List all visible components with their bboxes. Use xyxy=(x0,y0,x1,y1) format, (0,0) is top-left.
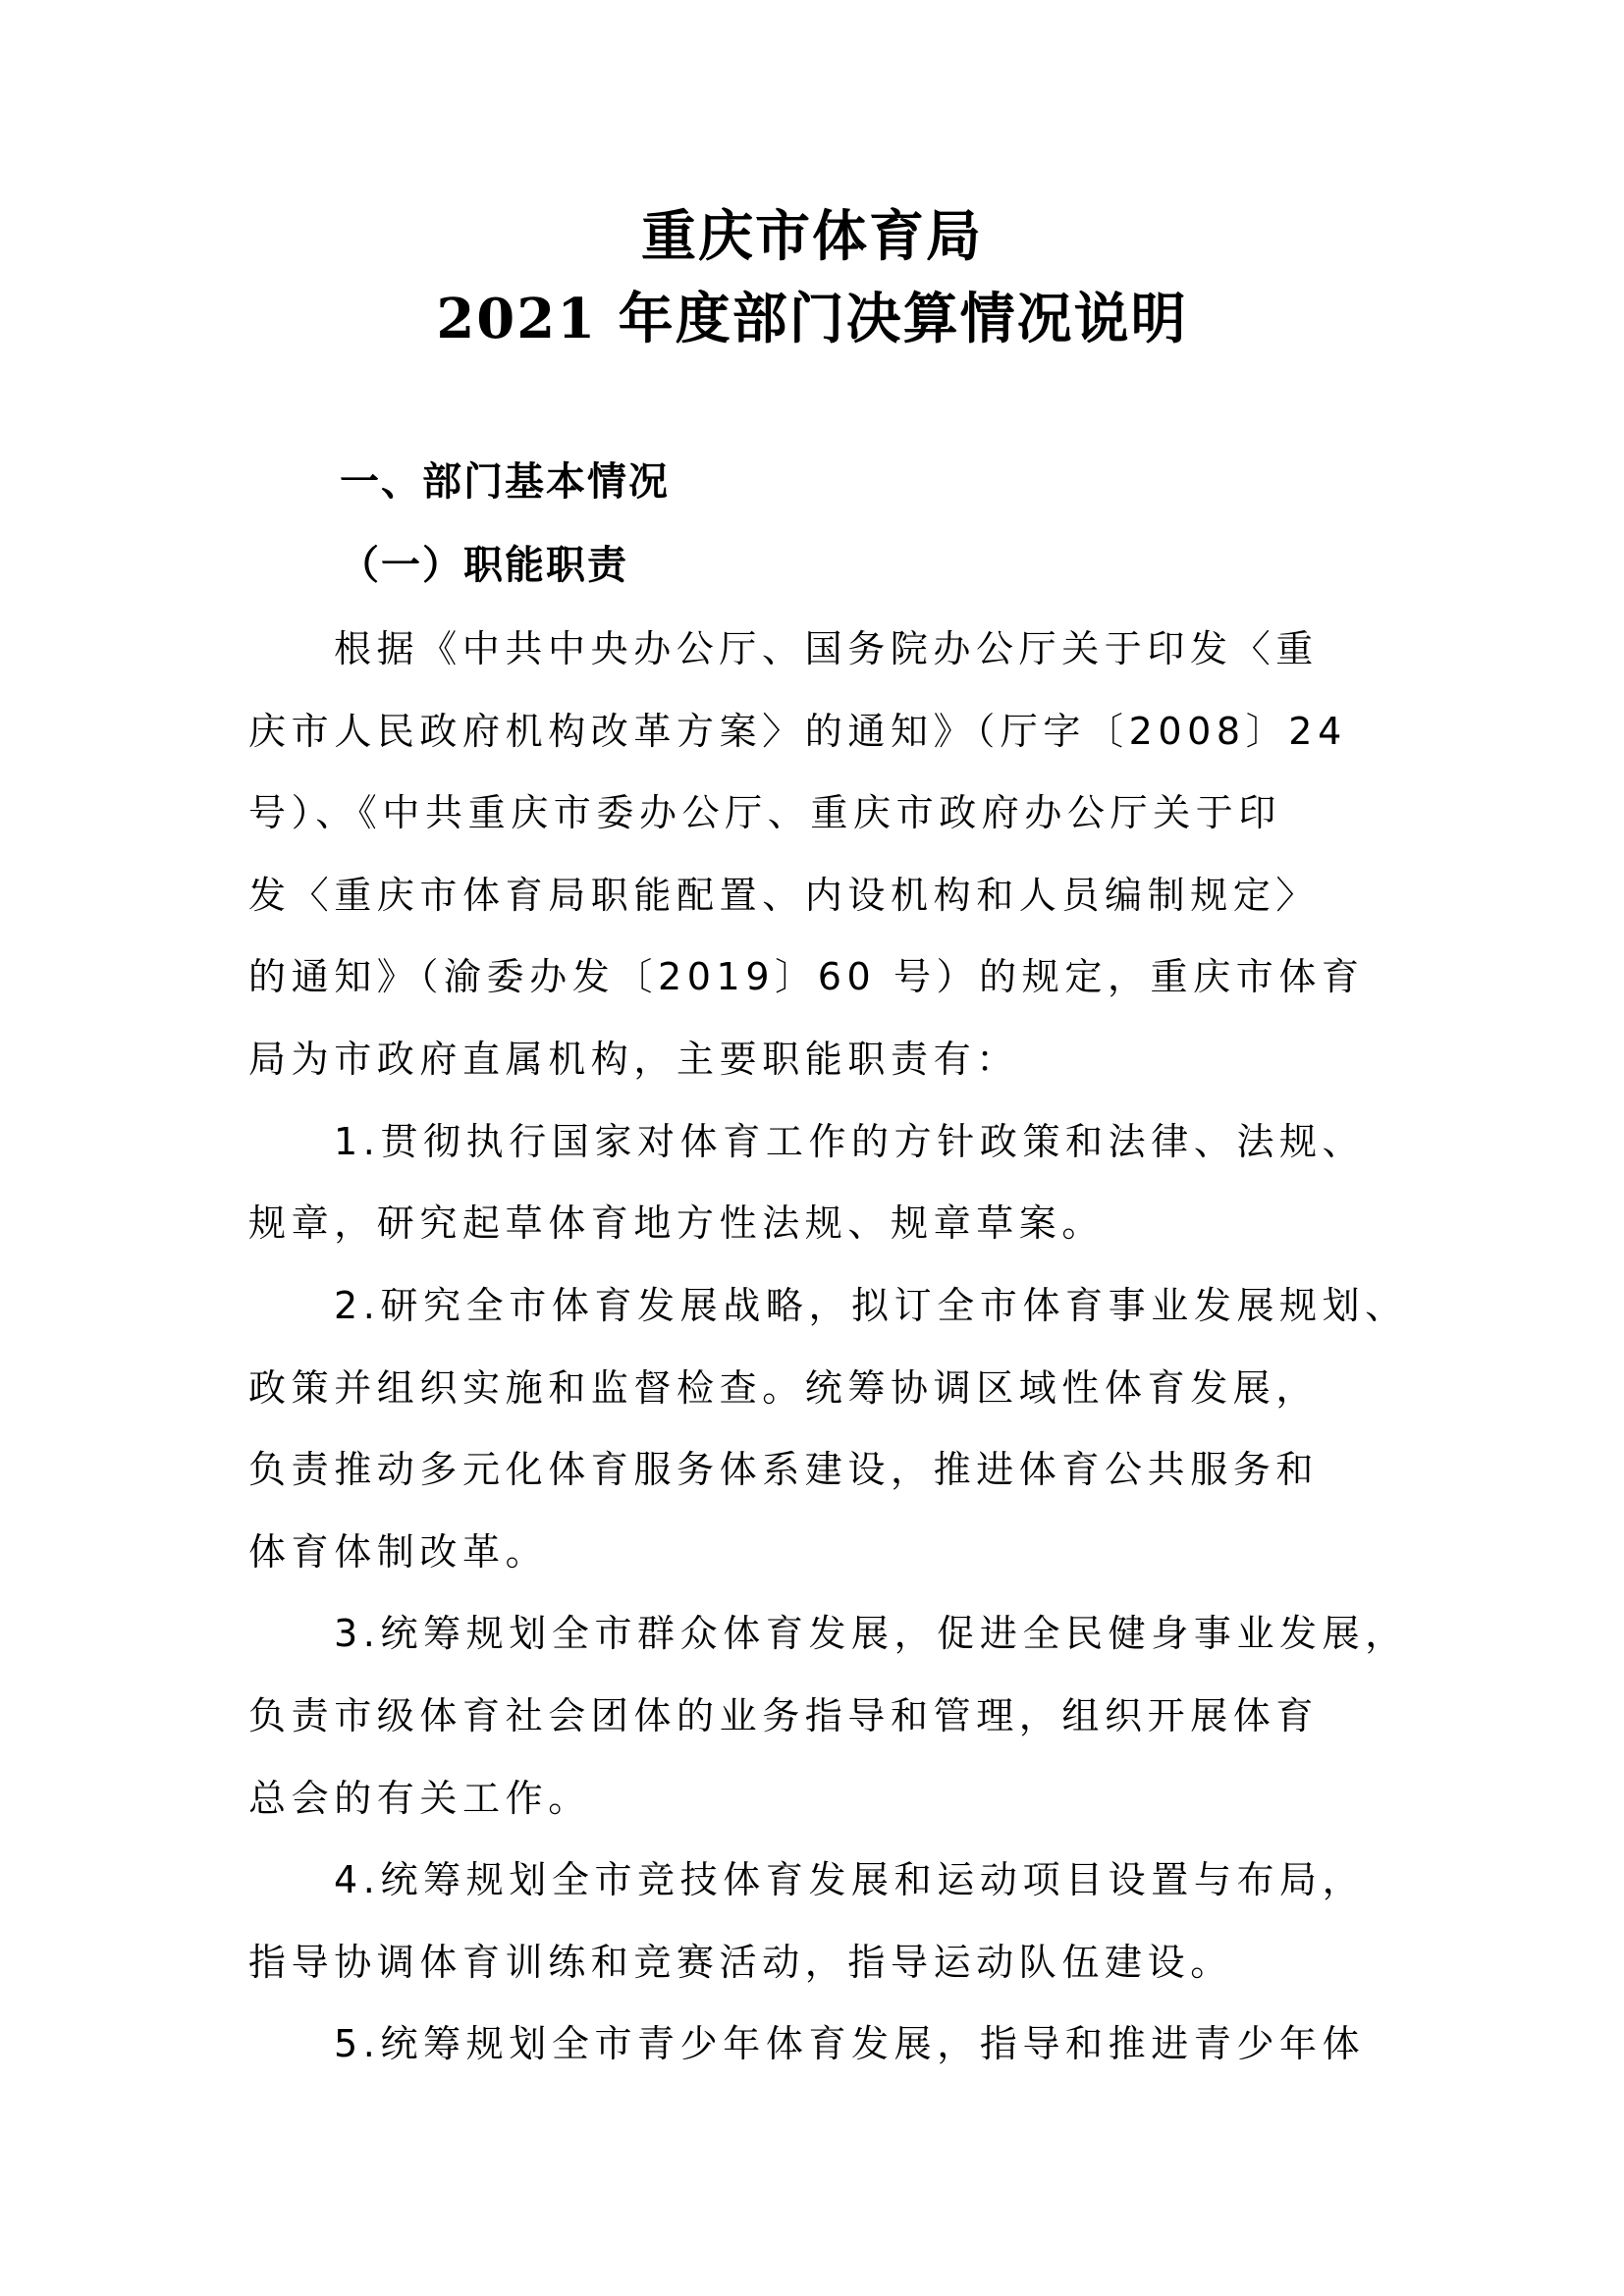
document-title-line1: 重庆市体育局 xyxy=(641,204,983,269)
paragraph-line: 总会的有关工作。 xyxy=(248,1777,591,1820)
paragraph-line: 号）、《中共重庆市委办公厅、重庆市政府办公厅关于印 xyxy=(248,791,1282,834)
paragraph-line: 3.统筹规划全市群众体育发展，促进全民健身事业发展， xyxy=(334,1612,1408,1655)
paragraph-line: 的通知》（渝委办发〔2019〕60 号）的规定，重庆市体育 xyxy=(248,955,1365,998)
paragraph-line: 政策并组织实施和监督检查。统筹协调区域性体育发展， xyxy=(248,1366,1320,1410)
paragraph-line: 2.研究全市体育发展战略，拟订全市体育事业发展规划、 xyxy=(334,1284,1408,1327)
document-title-line2: 2021 年度部门决算情况说明 xyxy=(436,287,1188,351)
paragraph-line: 局为市政府直属机构，主要职能职责有： xyxy=(248,1038,1019,1081)
paragraph-line: 负责市级体育社会团体的业务指导和管理，组织开展体育 xyxy=(248,1694,1320,1737)
subsection-heading: （一）职能职责 xyxy=(340,543,628,588)
paragraph-line: 指导协调体育训练和竞赛活动，指导运动队伍建设。 xyxy=(248,1941,1233,1984)
paragraph-line: 规章，研究起草体育地方性法规、规章草案。 xyxy=(248,1201,1106,1245)
paragraph-line: 体育体制改革。 xyxy=(248,1530,549,1574)
section-heading: 一、部门基本情况 xyxy=(340,459,670,505)
paragraph-line: 5.统筹规划全市青少年体育发展，指导和推进青少年体 xyxy=(334,2022,1366,2065)
paragraph-line: 庆市人民政府机构改革方案〉的通知》（厅字〔2008〕24 xyxy=(248,710,1347,753)
paragraph-line: 1.贯彻执行国家对体育工作的方针政策和法律、法规、 xyxy=(334,1120,1366,1163)
paragraph-line: 根据《中共中央办公厅、国务院办公厅关于印发〈重 xyxy=(334,627,1319,670)
paragraph-line: 负责推动多元化体育服务体系建设，推进体育公共服务和 xyxy=(248,1448,1320,1491)
paragraph-line: 发〈重庆市体育局职能配置、内设机构和人员编制规定〉 xyxy=(248,874,1320,917)
paragraph-line: 4.统筹规划全市竞技体育发展和运动项目设置与布局， xyxy=(334,1858,1366,1901)
